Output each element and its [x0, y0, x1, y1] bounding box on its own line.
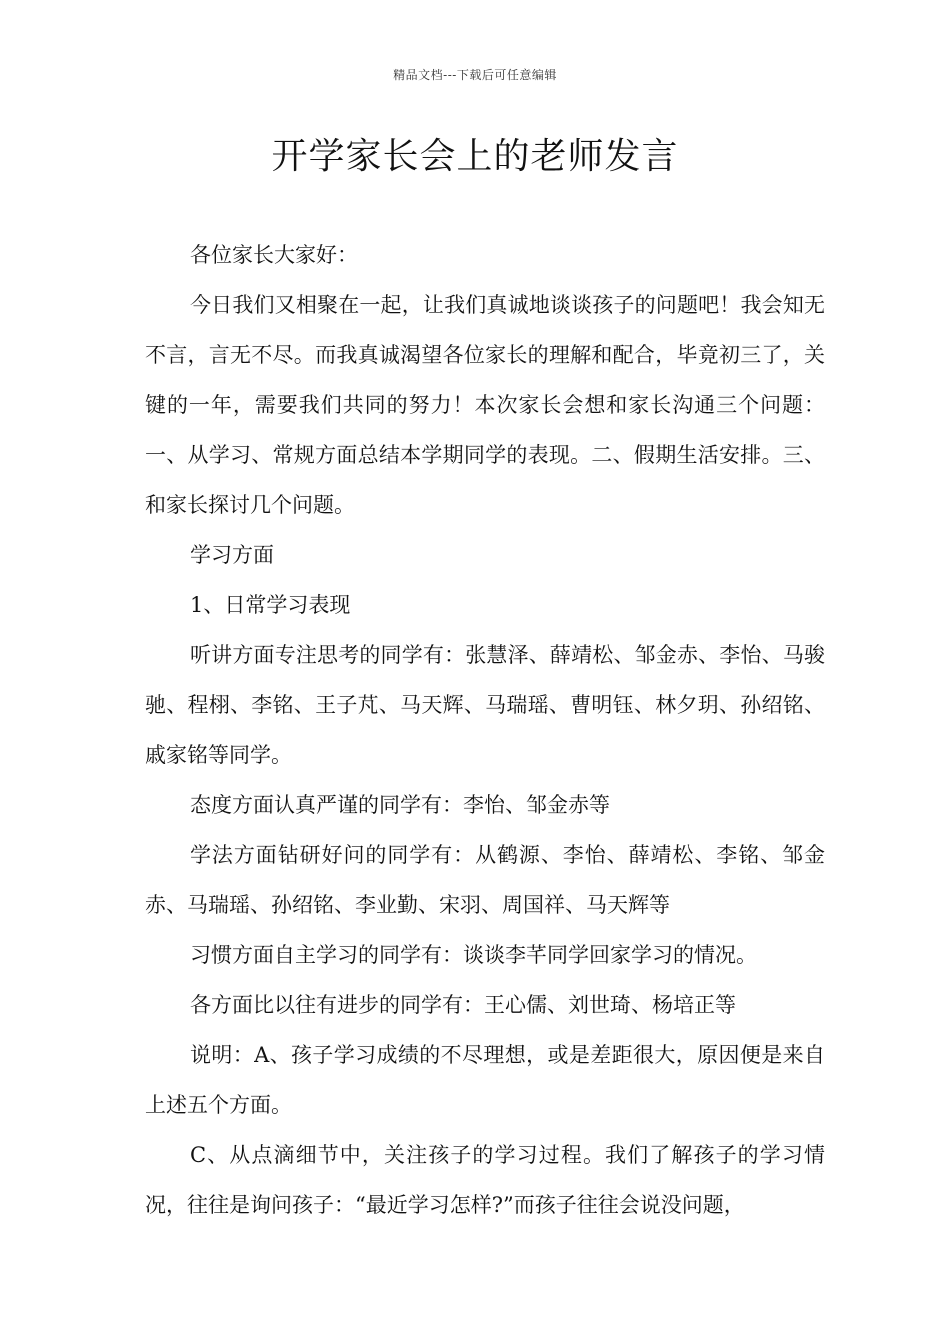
paragraph-intro: 今日我们又相聚在一起，让我们真诚地谈谈孩子的问题吧！我会知无不言，言无不尽。而我真诚渴望各位家长的理解和配合，毕竟初三了，关键的一年，需要我们共同的努力！本次家长会想和家长沟通三个问题：一、从学习、常规方面总结本学期同学的表现。二、假期生活安排。三、和家长探讨几个问题。 — [145, 293, 825, 517]
section-heading-study: 学习方面 — [190, 543, 274, 567]
paragraph-greeting: 各位家长大家好： — [190, 243, 358, 267]
subsection-heading-daily-performance: 1、日常学习表现 — [190, 593, 351, 617]
paragraph-habits: 习惯方面自主学习的同学有：谈谈李芊同学回家学习的情况。 — [190, 943, 757, 967]
header-note: 精品文档---下载后可任意编辑 — [393, 68, 557, 82]
paragraph-note-a: 说明：A、孩子学习成绩的不尽理想，或是差距很大，原因便是来自上述五个方面。 — [145, 1043, 825, 1117]
paragraph-attitude: 态度方面认真严谨的同学有：李怡、邹金赤等 — [190, 793, 610, 817]
document-title: 开学家长会上的老师发言 — [271, 136, 679, 177]
paragraph-progress: 各方面比以往有进步的同学有：王心儒、刘世琦、杨培正等 — [190, 993, 736, 1017]
paragraph-methods: 学法方面钻研好问的同学有：从鹤源、李怡、薛靖松、李铭、邹金赤、马瑞瑶、孙绍铭、李业勤、宋羽、周国祥、马天辉等 — [145, 843, 825, 917]
document-body — [145, 230, 825, 1230]
paragraph-note-c: C、从点滴细节中，关注孩子的学习过程。我们了解孩子的学习情况，往往是询问孩子：“最近学习怎样?”而孩子往往会说没问题， — [145, 1143, 825, 1217]
paragraph-listening: 听讲方面专注思考的同学有：张慧泽、薛靖松、邹金赤、李怡、马骏驰、程栩、李铭、王子芃、马天辉、马瑞瑶、曹明钰、林夕玥、孙绍铭、戚家铭等同学。 — [145, 643, 825, 767]
